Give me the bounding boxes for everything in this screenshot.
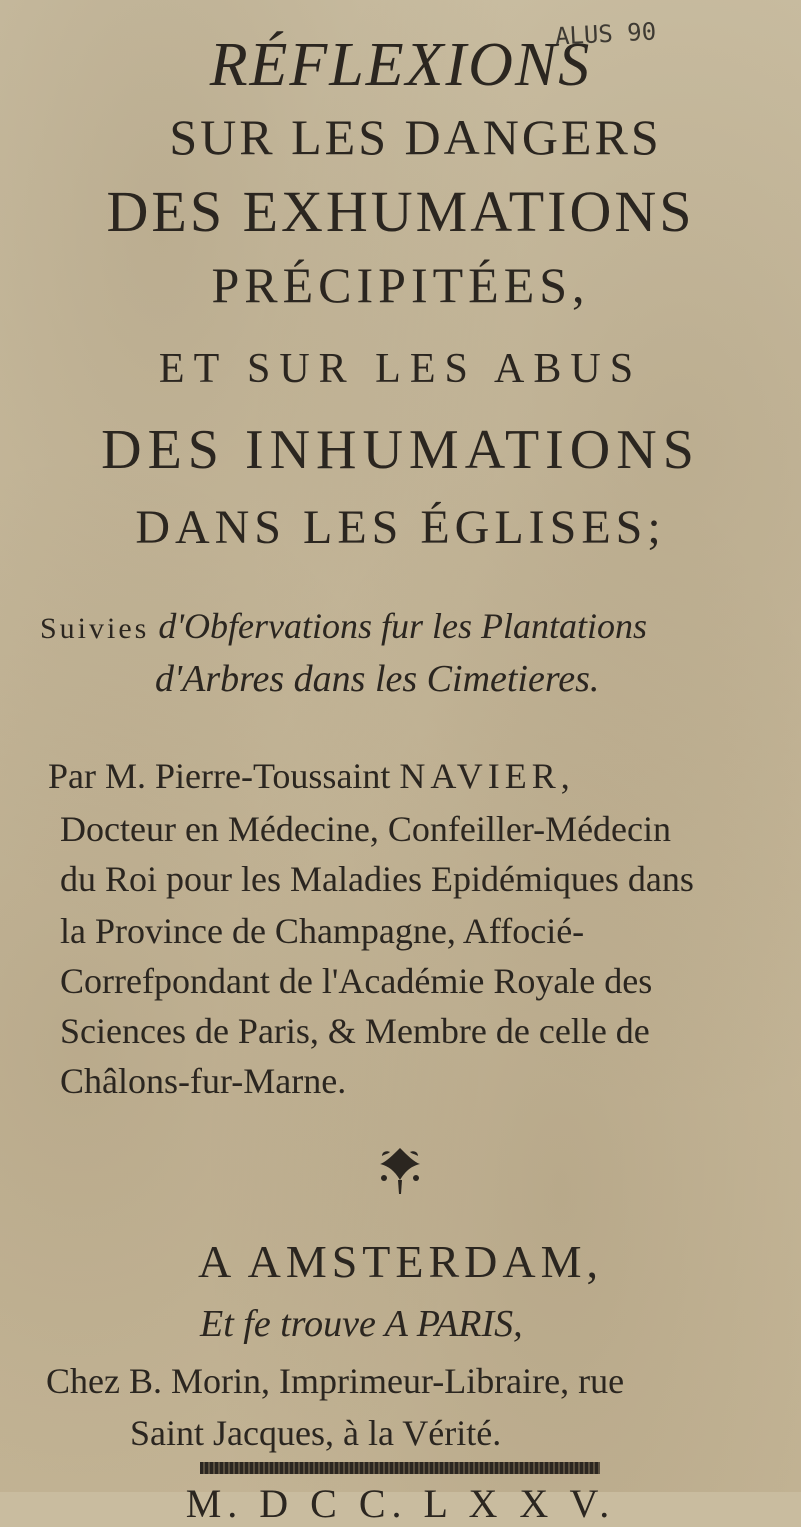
title-line-5: ET SUR LES ABUS [158,346,643,392]
title-line-2: SUR LES DANGERS [169,109,662,165]
subtitle-lead: Suivies [40,612,150,645]
author-line-7: Châlons-fur-Marne. [60,1061,347,1101]
title-line-7: DANS LES ÉGLISES; [135,501,666,554]
subtitle-line-2: d'Arbres dans les Cimetieres. [155,658,600,700]
imprint-city-sub: Et fe trouve A PARIS, [200,1303,523,1345]
title-line-3: DES EXHUMATIONS [106,179,695,244]
title-line-1: RÉFLEXIONS [209,31,592,99]
author-line-2: Docteur en Médecine, Confeiller-Médecin [60,809,672,849]
imprint-city: A AMSTERDAM, [197,1236,604,1287]
author-line-3: du Roi pour les Maladies Epidémiques dans [60,859,694,899]
imprint-rule [200,1462,600,1474]
imprint-date: M. D C C. L X X V. [185,1481,616,1526]
author-line-6: Sciences de Paris, & Membre de celle de [60,1011,650,1051]
publisher-line-1: Chez B. Morin, Imprimeur-Libraire, rue [46,1361,625,1401]
title-line-4: PRÉCIPITÉES, [211,257,590,313]
title-line-6: DES INHUMATIONS [101,419,700,481]
library-stamp: ALUS 90 [554,17,657,51]
author-line-5: Correfpondant de l'Académie Royale des [60,961,653,1001]
author-name: NAVIER, [399,756,575,796]
subtitle-line-1-text: d'Obfervations fur les Plantations [158,606,648,646]
printer-ornament-icon [370,1140,430,1200]
author-prefix: Par M. Pierre-Toussaint [48,756,391,796]
publisher-line-2: Saint Jacques, à la Vérité. [130,1413,502,1453]
author-line-1 [48,755,788,797]
author-line-4: la Province de Champagne, Affocié- [60,911,585,951]
subtitle-line-1 [40,605,800,647]
